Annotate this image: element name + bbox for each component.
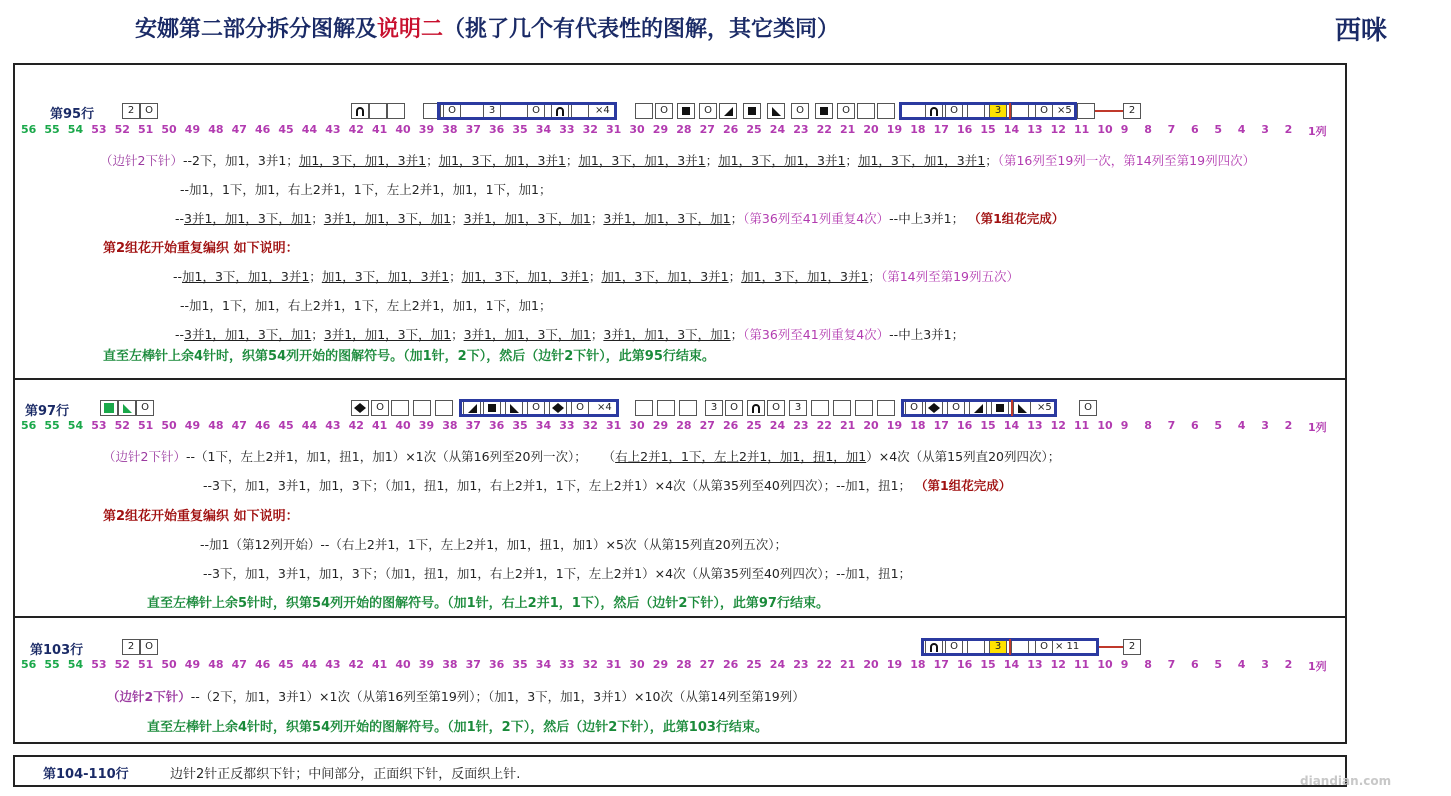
column-number: 9	[1120, 658, 1129, 671]
column-number: 45	[278, 658, 294, 671]
column-number: 8	[1144, 658, 1152, 671]
column-number: 29	[652, 658, 669, 671]
chart-cell: O	[767, 400, 785, 416]
dia-icon	[351, 400, 369, 416]
column-number: 39	[418, 658, 435, 671]
chart-cell: O	[699, 103, 717, 119]
chart-cell	[811, 400, 829, 416]
column-number: 14	[1003, 123, 1020, 136]
column-number: 42	[348, 658, 364, 671]
section-row-97	[13, 378, 1347, 618]
sq-icon	[815, 103, 833, 119]
column-number: 43	[325, 419, 341, 432]
column-number: 21	[840, 123, 856, 136]
column-number: 31	[606, 123, 622, 136]
column-number: 5	[1214, 123, 1223, 136]
column-number: 26	[723, 658, 739, 671]
column-number: 10	[1097, 123, 1113, 136]
arch-icon	[747, 400, 765, 416]
instruction-line: --加1，1下，加1，右上2并1，1下，左上2并1，加1，1下，加1；	[180, 182, 552, 197]
column-number: 56	[21, 419, 37, 432]
column-number: 16	[957, 123, 973, 136]
column-number: 32	[582, 658, 598, 671]
column-number: 53	[91, 658, 107, 671]
column-number: 28	[676, 419, 692, 432]
column-number: 38	[442, 658, 458, 671]
column-number: 35	[512, 658, 528, 671]
chart-cell: O	[945, 639, 963, 655]
column-number: 35	[512, 123, 528, 136]
column-number: 51	[138, 419, 154, 432]
column-number: 36	[489, 658, 505, 671]
column-number: 24	[769, 123, 786, 136]
column-number: 32	[582, 419, 598, 432]
column-number: 21	[840, 419, 856, 432]
chart-cell	[857, 103, 875, 119]
repeat-count: ×5	[1057, 105, 1072, 116]
column-number: 17	[933, 123, 949, 136]
section-row-95	[13, 63, 1347, 380]
footer-instruction: 边针2针正反都织下针；中间部分，正面织下针，反面织上针.	[170, 767, 521, 782]
column-number: 53	[91, 123, 107, 136]
instruction-line: --加1，3下，加1，3并1；加1，3下，加1，3并1；加1，3下，加1，3并1；加1，3下，加1，3并1；加1，3下，加1，3并1；（第14列至第19列五次）	[173, 269, 1019, 284]
chart-cell: O	[443, 103, 461, 119]
column-number: 14	[1003, 419, 1020, 432]
column-number: 20	[863, 419, 879, 432]
column-number: 28	[676, 123, 692, 136]
section-heading: 第2组花开始重复编织 如下说明：	[103, 509, 299, 524]
chart-cell	[635, 103, 653, 119]
row-label: 第103行	[30, 643, 84, 658]
column-number: 27	[699, 658, 715, 671]
column-number: 1列	[1308, 421, 1327, 434]
column-number: 56	[21, 658, 37, 671]
column-number: 19	[886, 419, 903, 432]
gtrl-icon	[118, 400, 136, 416]
column-number: 10	[1097, 419, 1113, 432]
chart-cell: 3	[989, 103, 1007, 119]
column-number: 29	[652, 419, 669, 432]
column-number: 31	[606, 419, 622, 432]
column-number: 48	[208, 123, 224, 136]
row-label: 第104-110行	[43, 767, 129, 782]
repeat-count: ×5	[1037, 402, 1052, 413]
column-number: 24	[769, 658, 786, 671]
column-number: 19	[886, 123, 903, 136]
column-number: 25	[746, 419, 762, 432]
column-number: 26	[723, 123, 739, 136]
column-number: 40	[395, 123, 411, 136]
row-label: 第95行	[50, 107, 95, 122]
column-number: 2	[1284, 123, 1293, 136]
chart-cell: O	[527, 400, 545, 416]
author-name: 西咪	[1335, 16, 1388, 46]
column-number: 47	[231, 658, 247, 671]
sq-icon	[677, 103, 695, 119]
instruction-line: （边针2下针）--2下，加1，3并1；加1，3下，加1，3并1；加1，3下，加1，3并1；加1，3下，加1，3并1；加1，3下，加1，3并1；加1，3下，加1，3并1；（第16列至19列一次，第14列至第19列四次）	[100, 153, 1256, 168]
column-number: 40	[395, 658, 411, 671]
chart-cell	[369, 103, 387, 119]
chart-cell	[413, 400, 431, 416]
chart-cell: O	[1035, 103, 1053, 119]
repeat-count: ×4	[595, 105, 610, 116]
column-number: 1列	[1308, 125, 1327, 138]
column-number: 5	[1214, 419, 1223, 432]
chart-cell	[833, 400, 851, 416]
chart-cell: O	[571, 400, 589, 416]
chart-cell	[679, 400, 697, 416]
trl-icon	[767, 103, 785, 119]
tri-icon	[719, 103, 737, 119]
column-number: 37	[465, 419, 481, 432]
repeat-count: ×4	[597, 402, 612, 413]
chart-cell: 2	[1123, 103, 1141, 119]
column-number: 32	[582, 123, 598, 136]
chart-cell	[877, 103, 895, 119]
column-number: 54	[67, 658, 84, 671]
section-row-103	[13, 616, 1347, 744]
column-number: 15	[980, 658, 996, 671]
chart-cell	[635, 400, 653, 416]
column-number: 55	[44, 123, 60, 136]
direction-arrow	[1095, 110, 1123, 112]
chart-cell: 2	[122, 639, 140, 655]
column-number: 21	[840, 658, 856, 671]
column-number: 4	[1237, 658, 1246, 671]
column-number: 5	[1214, 658, 1223, 671]
repeat-count: × 11	[1055, 641, 1080, 652]
column-number: 7	[1167, 123, 1176, 136]
column-number: 34	[535, 419, 552, 432]
column-number: 25	[746, 123, 762, 136]
row-label: 第97行	[25, 404, 70, 419]
gsq-icon	[100, 400, 118, 416]
column-number: 49	[184, 419, 201, 432]
column-number: 50	[161, 658, 177, 671]
column-number: 20	[863, 658, 879, 671]
chart-cell: O	[1079, 400, 1097, 416]
column-number: 7	[1167, 658, 1176, 671]
instruction-summary: 直至左棒针上余5针时，织第54列开始的图解符号。（加1针，右上2并1，1下），然后（边针2下针），此第97行结束。	[147, 596, 829, 611]
column-number: 46	[255, 419, 271, 432]
column-number: 23	[793, 123, 809, 136]
column-number: 13	[1027, 658, 1043, 671]
column-number: 6	[1191, 419, 1199, 432]
instruction-line: --加1，1下，加1，右上2并1，1下，左上2并1，加1，1下，加1；	[180, 298, 552, 313]
arch-icon	[351, 103, 369, 119]
chart-cell	[877, 400, 895, 416]
column-number: 39	[418, 419, 435, 432]
chart-cell	[855, 400, 873, 416]
column-number: 13	[1027, 123, 1043, 136]
column-number: 51	[138, 123, 154, 136]
column-number: 22	[816, 658, 832, 671]
column-number: 16	[957, 658, 973, 671]
chart-cell: O	[947, 400, 965, 416]
column-number: 41	[372, 419, 388, 432]
column-number: 56	[21, 123, 37, 136]
column-number: 2	[1284, 419, 1293, 432]
column-number: 33	[559, 123, 575, 136]
column-number: 53	[91, 419, 107, 432]
column-number: 44	[301, 658, 318, 671]
column-number: 6	[1191, 123, 1199, 136]
column-number: 35	[512, 419, 528, 432]
column-number: 18	[910, 123, 926, 136]
column-number: 7	[1167, 419, 1176, 432]
chart-cell: O	[1035, 639, 1053, 655]
column-number: 37	[465, 658, 481, 671]
column-number: 43	[325, 658, 341, 671]
section-heading: 第2组花开始重复编织 如下说明：	[103, 241, 299, 256]
column-number: 54	[67, 123, 84, 136]
column-number: 45	[278, 123, 294, 136]
column-number: 8	[1144, 123, 1152, 136]
column-number: 36	[489, 123, 505, 136]
chart-cell	[387, 103, 405, 119]
chart-cell: O	[945, 103, 963, 119]
column-number: 1列	[1308, 660, 1327, 673]
chart-cell: O	[791, 103, 809, 119]
column-number: 30	[629, 658, 645, 671]
column-number: 50	[161, 419, 177, 432]
instruction-line: --3并1，加1，3下，加1；3并1，加1，3下，加1；3并1，加1，3下，加1；3并1，加1，3下，加1；（第36列至41列重复4次）--中上3并1；	[175, 327, 965, 342]
repeat-group-box	[901, 399, 1057, 417]
instruction-line: （边针2下针）--（2下，加1，3并1）×1次（从第16列至第19列）；（加1，3下，加1，3并1）×10次（从第14列至第19列）	[107, 689, 805, 704]
column-number: 54	[67, 419, 84, 432]
column-number: 4	[1237, 419, 1246, 432]
watermark: diandian.com	[1300, 774, 1392, 788]
column-number: 30	[629, 123, 645, 136]
column-number: 38	[442, 419, 458, 432]
column-number: 55	[44, 658, 60, 671]
column-number: 52	[114, 419, 130, 432]
column-number: 6	[1191, 658, 1199, 671]
column-number: 40	[395, 419, 411, 432]
instruction-line: --3下，加1，3并1，加1，3下；（加1，扭1，加1，右上2并1，1下，左上2并1）×4次（从第35列至40列四次）；--加1，扭1； （第1组花完成）	[203, 478, 1012, 493]
chart-cell: O	[136, 400, 154, 416]
column-number: 46	[255, 658, 271, 671]
column-number: 17	[933, 419, 949, 432]
column-number: 22	[816, 123, 832, 136]
column-number: 44	[301, 123, 318, 136]
column-number: 36	[489, 419, 505, 432]
column-number: 33	[559, 658, 575, 671]
column-number: 30	[629, 419, 645, 432]
column-number: 41	[372, 123, 388, 136]
column-number: 46	[255, 123, 271, 136]
direction-arrow	[1099, 646, 1123, 648]
column-number: 39	[418, 123, 435, 136]
chart-cell	[391, 400, 409, 416]
chart-cell: O	[371, 400, 389, 416]
column-number: 41	[372, 658, 388, 671]
column-number: 52	[114, 658, 130, 671]
column-number: 4	[1237, 123, 1246, 136]
chart-cell: 3	[789, 400, 807, 416]
column-number: 17	[933, 658, 949, 671]
column-number: 12	[1050, 123, 1066, 136]
page-title: 安娜第二部分拆分图解及说明二（挑了几个有代表性的图解，其它类同）	[135, 16, 840, 42]
column-number: 11	[1074, 123, 1090, 136]
column-number: 11	[1074, 419, 1090, 432]
column-number: 49	[184, 658, 201, 671]
column-number: 37	[465, 123, 481, 136]
column-number: 25	[746, 658, 762, 671]
column-number: 43	[325, 123, 341, 136]
column-number: 27	[699, 123, 715, 136]
repeat-group-box	[899, 102, 1077, 120]
instruction-line: --3并1，加1，3下，加1；3并1，加1，3下，加1；3并1，加1，3下，加1；3并1，加1，3下，加1；（第36列至41列重复4次）--中上3并1； （第1组花完成）	[175, 211, 1065, 226]
column-number: 12	[1050, 658, 1066, 671]
chart-cell: 2	[122, 103, 140, 119]
column-number: 8	[1144, 419, 1152, 432]
column-number: 48	[208, 419, 224, 432]
column-number: 9	[1120, 123, 1129, 136]
column-number: 28	[676, 658, 692, 671]
column-number: 2	[1284, 658, 1293, 671]
chart-cell: O	[140, 103, 158, 119]
column-number: 19	[886, 658, 903, 671]
column-number: 38	[442, 123, 458, 136]
instruction-line: --3下，加1，3并1，加1，3下；（加1，扭1，加1，右上2并1，1下，左上2并1）×4次（从第35列至40列四次）；--加1，扭1；	[203, 566, 912, 581]
chart-cell	[657, 400, 675, 416]
column-number: 9	[1120, 419, 1129, 432]
column-number: 34	[535, 123, 552, 136]
column-number: 18	[910, 419, 926, 432]
column-number: 48	[208, 658, 224, 671]
column-number: 34	[535, 658, 552, 671]
chart-cell	[435, 400, 453, 416]
chart-cell: O	[905, 400, 923, 416]
column-number: 55	[44, 419, 60, 432]
column-number: 23	[793, 658, 809, 671]
column-number: 11	[1074, 658, 1090, 671]
chart-cell	[1077, 103, 1095, 119]
chart-cell: O	[725, 400, 743, 416]
column-number: 10	[1097, 658, 1113, 671]
column-number: 44	[301, 419, 318, 432]
column-number: 3	[1261, 658, 1269, 671]
column-number: 31	[606, 658, 622, 671]
column-number: 15	[980, 123, 996, 136]
chart-cell: O	[140, 639, 158, 655]
instruction-summary: 直至左棒针上余4针时，织第54列开始的图解符号。（加1针，2下），然后（边针2下针），此第95行结束。	[103, 349, 715, 364]
instruction-line: （边针2下针）--（1下，左上2并1，加1，扭1，加1）×1次（从第16列至20列一次）； （右上2并1，1下，左上2并1，加1，扭1，加1）×4次（从第15列直20列四次）；	[103, 449, 1061, 464]
column-number: 22	[816, 419, 832, 432]
repeat-group-box	[459, 399, 619, 417]
column-number: 23	[793, 419, 809, 432]
column-number: 42	[348, 419, 364, 432]
column-number: 16	[957, 419, 973, 432]
column-number: 29	[652, 123, 669, 136]
chart-cell: 3	[989, 639, 1007, 655]
sq-icon	[743, 103, 761, 119]
instruction-line: --加1（第12列开始）--（右上2并1，1下，左上2并1，加1，扭1，加1）×5次（从第15列直20列五次）；	[200, 537, 788, 552]
column-number: 3	[1261, 419, 1269, 432]
chart-cell: 3	[705, 400, 723, 416]
column-number: 42	[348, 123, 364, 136]
column-number: 33	[559, 419, 575, 432]
column-number: 47	[231, 419, 247, 432]
chart-cell: 3	[483, 103, 501, 119]
instruction-summary: 直至左棒针上余4针时，织第54列开始的图解符号。（加1针，2下），然后（边针2下针），此第103行结束。	[147, 720, 768, 735]
column-number: 14	[1003, 658, 1020, 671]
column-number: 50	[161, 123, 177, 136]
chart-cell: 2	[1123, 639, 1141, 655]
repeat-group-box	[437, 102, 617, 120]
column-number: 26	[723, 419, 739, 432]
column-number: 49	[184, 123, 201, 136]
chart-cell: O	[655, 103, 673, 119]
column-number: 15	[980, 419, 996, 432]
column-number: 3	[1261, 123, 1269, 136]
column-number: 12	[1050, 419, 1066, 432]
column-number: 47	[231, 123, 247, 136]
column-number: 27	[699, 419, 715, 432]
column-number: 13	[1027, 419, 1043, 432]
chart-cell: O	[837, 103, 855, 119]
section-row-104-110	[13, 755, 1347, 787]
column-number: 45	[278, 419, 294, 432]
column-number: 18	[910, 658, 926, 671]
column-number: 20	[863, 123, 879, 136]
column-number: 51	[138, 658, 154, 671]
chart-cell: O	[527, 103, 545, 119]
column-number: 52	[114, 123, 130, 136]
column-number: 24	[769, 419, 786, 432]
